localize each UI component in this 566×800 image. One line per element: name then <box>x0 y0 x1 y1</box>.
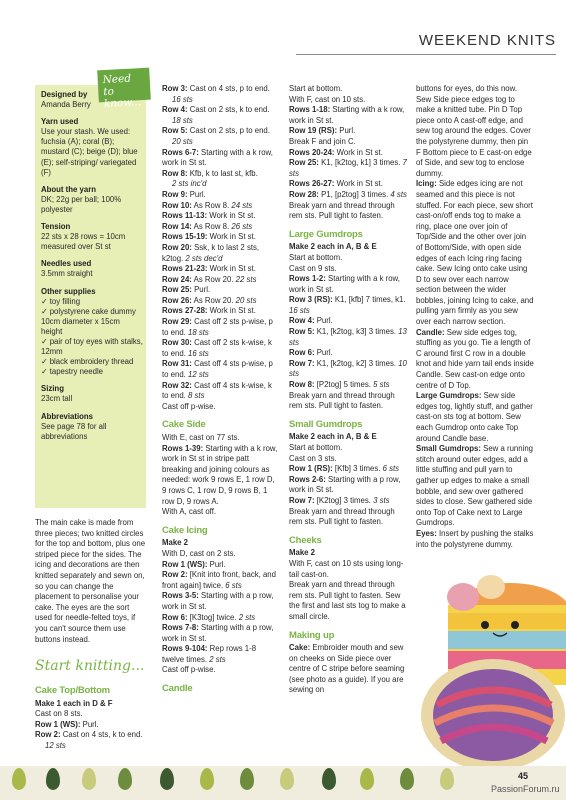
leaf-icon <box>360 768 374 790</box>
instruction-line: Row 6: [K3tog] twice. 2 sts <box>162 612 256 622</box>
small-gumdrops-heading: Small Gumdrops <box>289 418 363 430</box>
instruction-line: With F, cast on 10 sts using long-tail cast-on. <box>289 558 404 579</box>
instruction-line: Rows 1-39: Starting with a k row, work in St st in stripe patt breaking and joining colours as needed: work 9 rows E, 1 row D, 9 rows C, 1 row D, 9 rows B, 1 row D, 9 rows A. <box>162 443 278 506</box>
instruction-line: Row 9: Purl. <box>162 189 206 199</box>
instruction-line: Break yarn and thread through rem sts. Pull tight to fasten. <box>289 390 395 411</box>
sizing-heading: Sizing <box>41 384 64 394</box>
start-knitting-heading: Start knitting... <box>35 658 145 674</box>
instruction-line: Row 2: [Knit into front, back, and front again] twice. 6 sts <box>162 570 276 590</box>
abbreviations-text: See page 78 for all abbreviations <box>41 421 107 441</box>
knitted-cake-photo <box>415 575 566 775</box>
instruction-line: Row 19 (RS): Purl. <box>289 126 356 136</box>
leaf-icon <box>280 768 294 790</box>
instruction-line: Break yarn and thread through rem sts. Pull tight to fasten. <box>289 506 395 527</box>
instruction-line: Cast off p-wise. <box>162 401 216 411</box>
instruction-line: Row 8: [P2tog] 5 times. 5 sts <box>289 380 390 390</box>
section-title: WEEKEND KNITS <box>418 32 556 49</box>
header-rule <box>296 54 556 55</box>
yarn-heading: Yarn used <box>41 117 79 127</box>
about-yarn-text: DK; 22g per ball; 100% polyester <box>41 194 122 214</box>
instruction-paragraph: Eyes: Insert by pushing the stalks into the polystyrene dummy. <box>416 528 534 549</box>
instruction-line: Row 7: K1, [k2tog, k2] 3 times. 10 sts <box>289 358 407 379</box>
instruction-line: Row 4: Purl. <box>289 316 333 326</box>
leaf-icon <box>160 768 174 790</box>
instruction-line: Start at bottom. <box>289 443 343 452</box>
instruction-line: Row 7: [K2tog] 3 times. 3 sts <box>289 495 390 505</box>
tag-line-2: know... <box>103 96 142 111</box>
site-watermark: PassionForum.ru <box>491 784 560 794</box>
instruction-line: Row 1 (WS): Purl. <box>162 559 226 569</box>
supply-item: ✓ black embroidery thread <box>41 357 134 367</box>
cake-illustration <box>415 575 566 775</box>
tension-text: 22 sts x 28 rows = 10cm measured over St st <box>41 232 126 252</box>
tag-line-1: Need to <box>102 72 132 99</box>
instruction-paragraph: Large Gumdrops: Sew side edges tog, lightly stuff, and gather cast-on sts tog at bottom. Sew each Gumdrop onto cake Top around Candle base. <box>416 391 533 443</box>
instruction-line: With A, cast off. <box>162 507 217 517</box>
section-header <box>256 32 556 49</box>
instruction-line: Rows 26-27: Work in St st. <box>289 179 383 189</box>
instruction-line: Row 20: Ssk, k to last 2 sts, k2tog. 2 sts dec'd <box>162 242 260 263</box>
instruction-line: Row 32: Cast off 4 sts k-wise, k to end. 8 sts <box>162 380 272 401</box>
instruction-line: Row 5: Cast on 2 sts, p to end. 20 sts <box>162 126 270 146</box>
instruction-line: Rows 20-24: Work in St st. <box>289 147 383 157</box>
page-number: 45 <box>518 771 529 781</box>
instruction-line: Cast on 8 sts. <box>35 709 83 719</box>
designer-name: Amanda Berry <box>41 100 91 110</box>
instruction-line: Row 3 (RS): K1, [kfb] 7 times, k1. 16 sts <box>289 295 406 315</box>
column-1 <box>35 686 147 752</box>
instruction-line: Row 2: Cast on 4 sts, k to end. 12 sts <box>35 730 143 750</box>
instruction-line: Start at bottom. <box>289 252 343 262</box>
cake-side-heading: Cake Side <box>162 419 206 431</box>
instruction-paragraph: Small Gumdrops: Sew a running stitch around outer edges, add a little stuffing and pull yarn to gather up edges to make a small bobble, and sew over gathered sides to close. Sew gathered side onto Top of Cake next to Large Gumdrops. <box>416 444 533 528</box>
instruction-line: Break F and join C. <box>289 136 356 146</box>
instruction-line: Row 25: K1, [k2tog, k1] 3 times. 7 sts <box>289 158 407 178</box>
column-3 <box>289 84 407 696</box>
instruction-line: Cake: Embroider mouth and sew on cheeks on Side piece over centre of C stripe before seaming (see photo as a guide). If you are sewing on <box>289 643 405 695</box>
leaf-icon <box>82 768 96 790</box>
instruction-line: Break yarn and thread through rem sts. Pull tight to fasten. Sew the first and last sts tog to make a small circle. <box>289 580 406 621</box>
instruction-line: Row 6: Purl. <box>289 348 333 358</box>
instruction-line: Rows 1-18: Starting with a k row, work in St st. <box>289 105 405 125</box>
column-2 <box>162 84 280 697</box>
instruction-line: Cast off p-wise. <box>162 665 216 675</box>
make-line: Make 1 each in D & F <box>35 698 113 708</box>
instruction-line: Row 1 (RS): [Kfb] 3 times. 6 sts <box>289 464 400 474</box>
instruction-line: Row 29: Cast off 2 sts p-wise, p to end. 18 sts <box>162 317 273 337</box>
instruction-line: Row 14: As Row 8. 26 sts <box>162 221 253 231</box>
instruction-line: Row 24: As Row 20. 22 sts <box>162 274 257 284</box>
make-line: Make 2 <box>162 538 189 548</box>
yarn-text: Use your stash. We used: fuchsia (A); coral (B); mustard (C); beige (D); blue (E); self-striping/ variegated (F) <box>41 127 138 177</box>
make-line: Make 2 <box>289 548 316 558</box>
leaf-icon <box>322 768 336 790</box>
leaf-icon <box>12 768 26 790</box>
instruction-paragraph: Candle: Sew side edges tog, stuffing as you go. Tie a length of C around first C row in a double knot and hide yarn tail ends inside Candle. Sew cast-on edge onto centre of D Top. <box>416 327 534 390</box>
making-up-heading: Making up <box>289 629 335 641</box>
leaf-icon <box>440 768 454 790</box>
candle-heading: Candle <box>162 683 193 695</box>
instruction-line: With D, cast on 2 sts. <box>162 548 236 558</box>
cake-icing-heading: Cake Icing <box>162 524 208 536</box>
instruction-line: Rows 3-5: Starting with a p row, work in St st. <box>162 591 274 611</box>
needles-heading: Needles used <box>41 259 92 269</box>
instruction-line: Rows 6-7: Starting with a k row, work in St st. <box>162 147 273 168</box>
instruction-paragraph: Icing: Side edges icing are not seamed and this piece is not stuffed. For each piece, sew short cast-on/off ends tog to make a ring, place one over join of Top/Side and the other over join of Bottom/Side, with open side edges of each Icing ring facing cake. Sew Icing onto cake using D to sew over each narrow section between the wider bobbles, joining Icing to cake, and pulling yarn firmly as you sew over each narrow section. <box>416 179 534 327</box>
leaf-icon <box>118 768 132 790</box>
instruction-line: Row 25: Purl. <box>162 285 211 295</box>
instruction-line: Row 30: Cast off 2 sts k-wise, k to end. 16 sts <box>162 338 272 358</box>
supplies-heading: Other supplies <box>41 286 96 296</box>
cheeks-heading: Cheeks <box>289 534 322 546</box>
instruction-line: Row 8: Kfb, k to last st, kfb. 2 sts inc'd <box>162 168 258 189</box>
instruction-line: With F, cast on 10 sts. <box>289 94 366 104</box>
abbreviations-heading: Abbreviations <box>41 411 93 421</box>
leaf-icon <box>46 768 60 790</box>
instruction-line: Row 1 (WS): Purl. <box>35 719 99 729</box>
supply-item: ✓ polystyrene cake dummy 10cm diameter x 15cm height <box>41 306 136 336</box>
sizing-text: 23cm tall <box>41 394 73 404</box>
supply-item: ✓ pair of toy eyes with stalks, 12mm <box>41 336 143 357</box>
instruction-line: Rows 1-2: Starting with a k row, work in St st. <box>289 274 400 294</box>
supply-item: ✓ toy filling <box>41 296 81 306</box>
instruction-line: Break yarn and thread through rem sts. Pull tight to fasten. <box>289 200 395 221</box>
supply-item: ✓ tapestry needle <box>41 367 104 377</box>
instruction-line: Rows 27-28: Work in St st. <box>162 306 256 316</box>
designed-by-heading: Designed by <box>41 90 88 99</box>
instruction-line: Row 26: As Row 20. 20 sts <box>162 295 257 305</box>
column-4 <box>416 84 534 550</box>
instruction-line: Row 31: Cast off 4 sts p-wise, p to end. 12 sts <box>162 359 273 380</box>
cake-top-bottom-heading: Cake Top/Bottom <box>35 685 110 696</box>
leaf-icon <box>200 768 214 790</box>
needles-text: 3.5mm straight <box>41 269 93 279</box>
instruction-line: Row 5: K1, [k2tog, k3] 3 times. 13 sts <box>289 327 407 347</box>
instruction-line: Rows 7-8: Starting with a p row, work in St st. <box>162 623 274 643</box>
large-gumdrops-heading: Large Gumdrops <box>289 228 363 240</box>
instruction-line: Rows 15-19: Work in St st. <box>162 232 256 242</box>
make-line: Make 2 each in A, B & E <box>289 242 377 252</box>
instruction-line: Cast on 3 sts. <box>289 453 337 463</box>
leaf-icon <box>400 768 414 790</box>
instruction-line: Row 4: Cast on 2 sts, k to end. 18 sts <box>162 105 270 125</box>
tension-heading: Tension <box>41 222 71 232</box>
instruction-line: Cast on 9 sts. <box>289 263 337 273</box>
leaf-icon <box>240 768 254 790</box>
instruction-line: Row 10: As Row 8. 24 sts <box>162 200 253 210</box>
instruction-line: Start at bottom. <box>289 84 343 93</box>
instruction-line: With E, cast on 77 sts. <box>162 433 240 442</box>
instruction-line: Row 28: P1, [p2tog] 3 times. 4 sts <box>289 189 407 199</box>
instruction-line: Rows 9-104: Rep rows 1-8 twelve times. 2 sts <box>162 644 257 664</box>
footer-band <box>0 766 566 800</box>
instruction-line: Row 3: Cast on 4 sts, p to end. 16 sts <box>162 84 270 104</box>
instruction-line: Rows 21-23: Work in St st. <box>162 264 256 274</box>
about-yarn-heading: About the yarn <box>41 184 97 194</box>
instruction-line: Rows 11-13: Work in St st. <box>162 211 256 221</box>
make-line: Make 2 each in A, B & E <box>289 432 377 442</box>
info-sidebar <box>41 90 143 449</box>
instruction-paragraph: buttons for eyes, do this now. Sew Side piece edges tog to make a knitted tube. Pin D Top piece onto A cast-off edge, and sew tog around the edges. Cover the polystyrene dummy, then pin F Bottom piece to E cast-on edge of Side, and sew tog to enclose dummy. <box>416 84 532 178</box>
instruction-line: Rows 2-6: Starting with a p row, work in St st. <box>289 474 401 495</box>
intro-paragraph: The main cake is made from three pieces; two knitted circles for the top and bottom, plus one striped piece for the sides. The icing and decorations are then knitted separately and sewn on, so you can change the placement to personalise your cake. The eyes are the sort used for needle-felted toys, if you can't source them use buttons instead. <box>35 518 146 644</box>
